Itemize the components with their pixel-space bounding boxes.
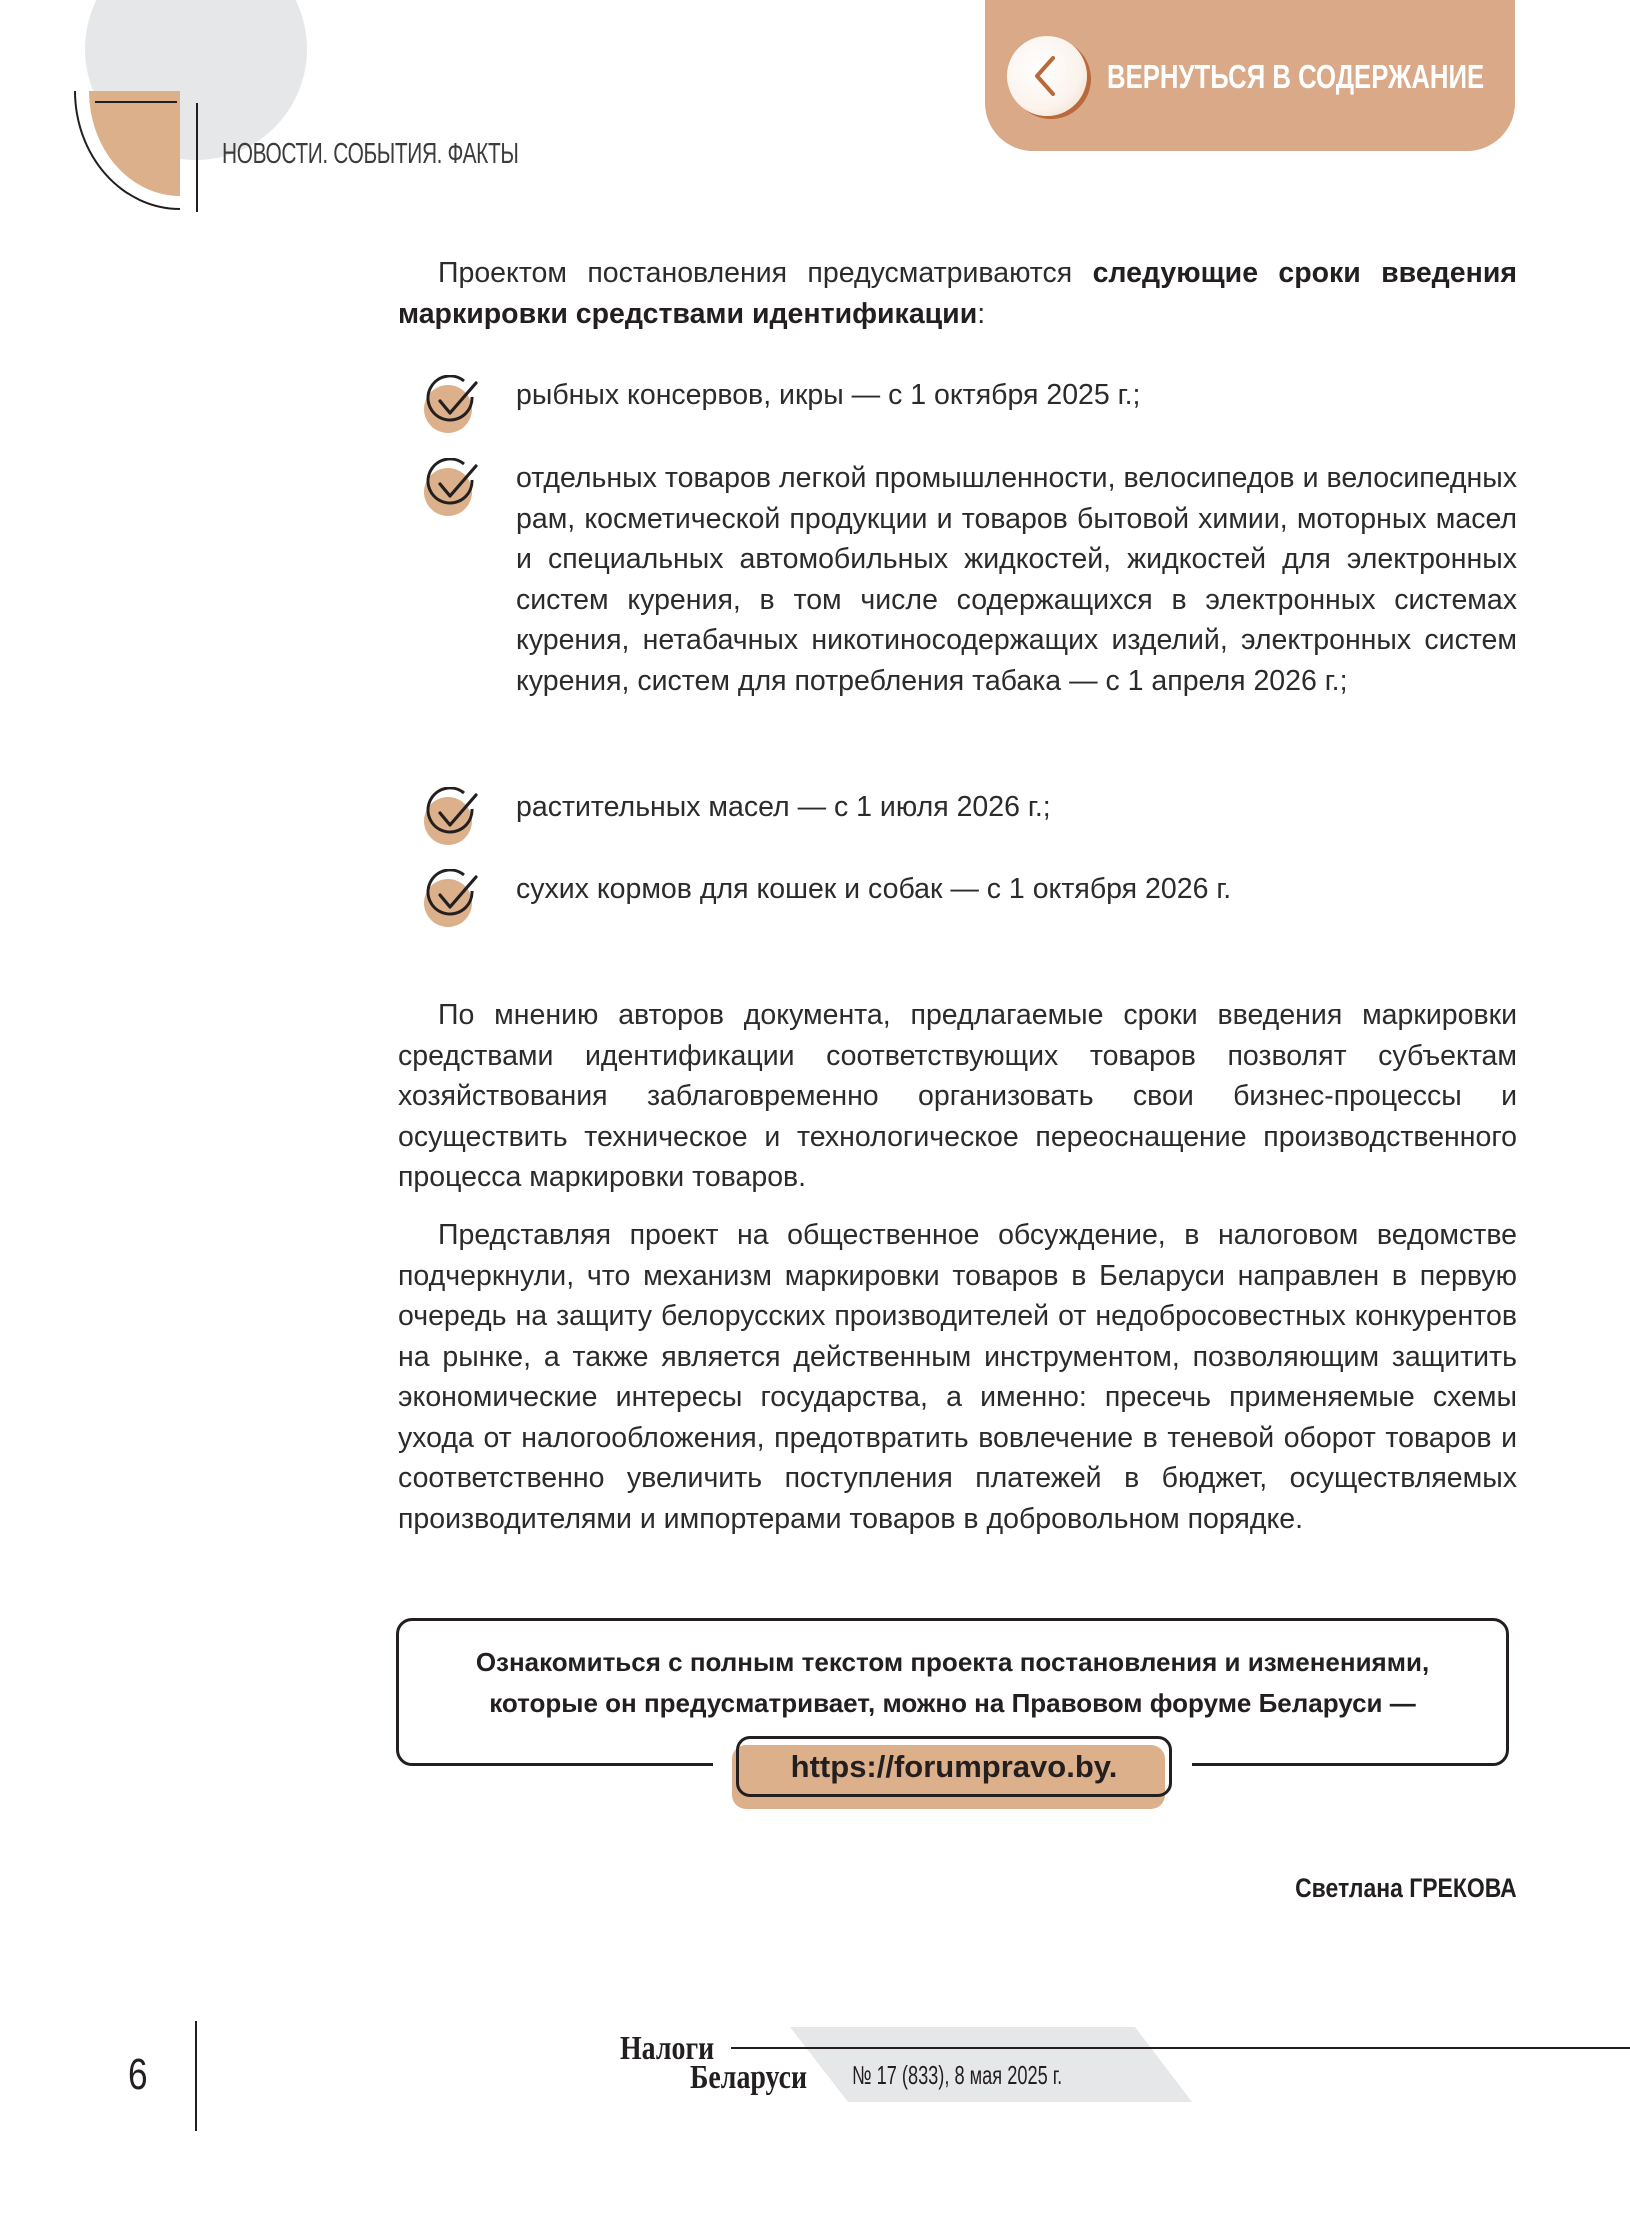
list-item-text: рыбных консервов, икры — с 1 октября 2025 г.; (516, 379, 1141, 411)
footer-rule (731, 2047, 1630, 2049)
header-divider (196, 103, 198, 212)
intro-bold-text: следующие сроки введения маркировки средствами идентификации (398, 257, 1517, 330)
list-item-text: растительных масел — с 1 июля 2026 г.; (516, 791, 1051, 823)
section-title: НОВОСТИ. СОБЫТИЯ. ФАКТЫ (222, 138, 519, 170)
author-name: Светлана ГРЕКОВА (1295, 1873, 1517, 1903)
chevron-left-icon (1007, 36, 1087, 116)
intro-colon: : (977, 297, 986, 330)
intro-paragraph (398, 253, 1517, 334)
callout-line-2: которые он предусматривает, можно на Правовом форуме Беларуси — (489, 1688, 1416, 1718)
check-circle-icon (424, 787, 488, 847)
issue-info: № 17 (833), 8 мая 2025 г. (852, 2060, 1063, 2090)
page-number: 6 (128, 2050, 148, 2099)
logo-line-1: Налоги (620, 2030, 715, 2067)
check-circle-icon (424, 458, 488, 518)
body-paragraph (398, 995, 1517, 1198)
back-to-contents-button[interactable] (985, 0, 1515, 151)
header-decor-quarter (89, 91, 180, 196)
body-paragraph-text: По мнению авторов документа, предлагаемые сроки введения маркировки средствами идентификации соответствующих товаров позволят субъектам хозяйствования заблаговременно организовать свои бизнес-процессы и осуществить техническое и технологическое переоснащение производственного процесса маркировки товаров. (398, 999, 1517, 1193)
header-decor-bar (95, 101, 177, 103)
check-circle-icon (424, 375, 488, 435)
author-signature (1100, 1873, 1517, 1904)
callout-line-1: Ознакомиться с полным текстом проекта постановления и изменениями, (475, 1647, 1430, 1677)
back-button-label: ВЕРНУТЬСЯ В СОДЕРЖАНИЕ (1107, 58, 1485, 95)
callout-text (396, 1642, 1509, 1724)
body-paragraph-text: Представляя проект на общественное обсуждение, в налоговом ведомстве подчеркнули, что механизм маркировки товаров в Беларуси направлен в первую очередь на защиту белорусских производителей от недобросовестных конкурентов на рынке, а также является действенным инструментом, позволяющим защитить экономические интересы государства, а именно: пресечь применяемые схемы ухода от налогообложения, предотвратить вовлечение в теневой оборот товаров и соответственно увеличить поступления платежей в бюджет, осуществляемых производителями и импортерами товаров в добровольном порядке. (398, 1219, 1517, 1535)
check-circle-icon (424, 869, 488, 929)
footer-divider (195, 2021, 197, 2131)
forumpravo-link[interactable]: https://forumpravo.by. (736, 1736, 1172, 1797)
list-item-text: сухих кормов для кошек и собак — с 1 октября 2026 г. (516, 873, 1232, 905)
logo-line-2: Беларуси (690, 2059, 808, 2096)
list-item-text: отдельных товаров легкой промышленности, велосипедов и велосипедных рам, косметической продукции и товаров бытовой химии, моторных масел и специальных автомобильных жидкостей, жидкостей для электронных систем курения, в том числе содержащихся в электронных системах курения, нетабачных никотиносодержащих изделий, электронных систем курения, систем для потребления табака — с 1 апреля 2026 г.; (516, 462, 1517, 697)
intro-text: Проектом постановления предусматриваются (438, 257, 1093, 289)
body-paragraph (398, 1215, 1517, 1539)
